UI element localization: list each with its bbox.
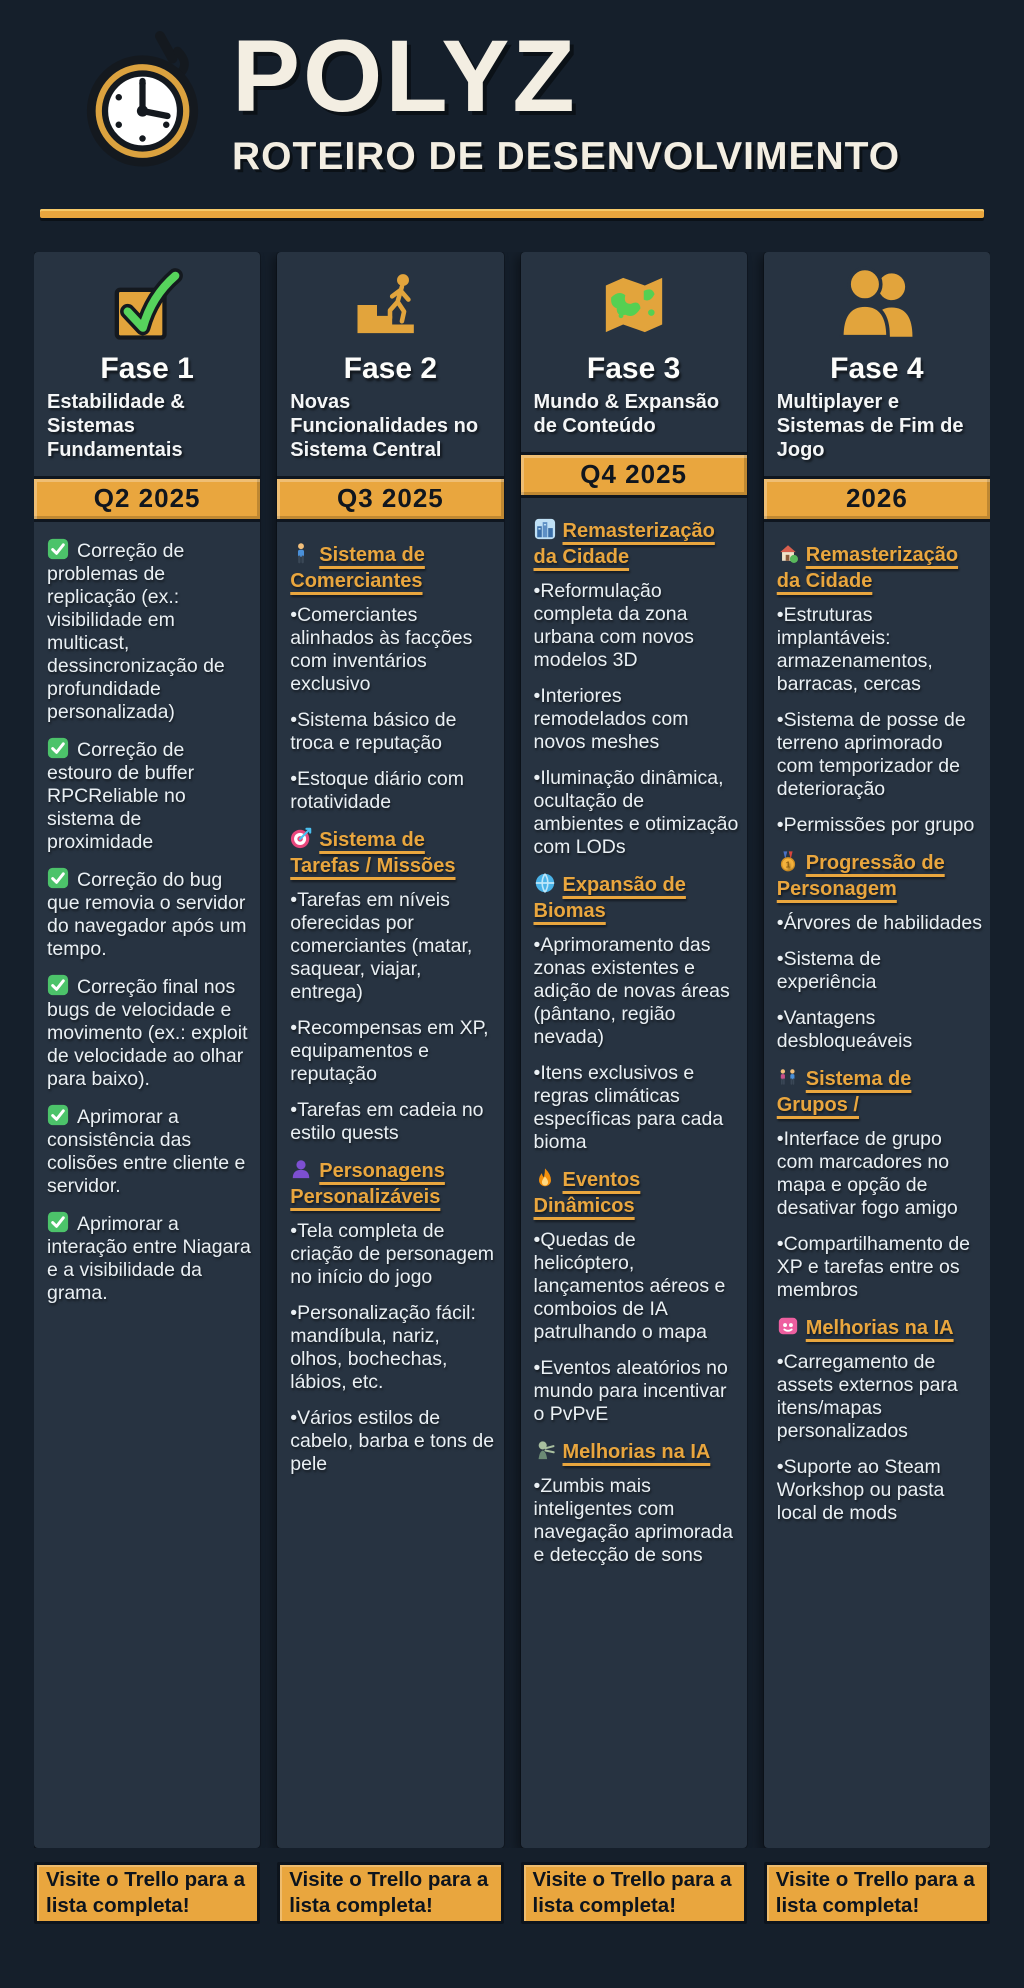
phase-body — [764, 522, 990, 1848]
bullet-dot: • — [776, 911, 784, 934]
list-item — [47, 867, 252, 961]
list-item — [534, 580, 739, 672]
page-title: POLYZ — [232, 19, 578, 133]
ai-icon — [777, 1315, 799, 1337]
phase-title: Fase 4 — [830, 351, 924, 385]
list-item — [534, 1475, 739, 1567]
bullet-dot: • — [533, 1228, 541, 1251]
date-badge: Q2 2025 — [34, 476, 260, 522]
phase-card — [34, 252, 260, 1848]
trello-badges-row — [34, 1862, 990, 1924]
phase-title: Fase 2 — [343, 351, 438, 385]
item-text: Árvores de habilidades — [783, 911, 982, 934]
bullet-dot: • — [533, 1356, 541, 1379]
list-item — [47, 1211, 252, 1305]
date-badge: 2026 — [764, 476, 990, 522]
phase-title: Fase 1 — [100, 351, 194, 385]
medal-icon — [777, 850, 799, 872]
bullet-dot: • — [290, 767, 298, 790]
trello-badge[interactable]: Visite o Trello para a lista completa! — [764, 1862, 990, 1924]
bullet-dot: • — [290, 1219, 298, 1242]
list-item — [290, 1302, 495, 1394]
item-text: Correção final nos bugs de velocidade e movimento (ex.: exploit de velocidade ao olhar para baixo). — [47, 975, 248, 1090]
list-item — [290, 709, 495, 755]
section-title: Remasterização da Cidade — [533, 519, 715, 568]
section-heading — [534, 1439, 739, 1465]
bullet-dot: • — [290, 1301, 298, 1324]
bullet-dot: • — [776, 708, 784, 731]
trello-badge[interactable]: Visite o Trello para a lista completa! — [521, 1862, 747, 1924]
phase-body — [277, 522, 503, 1848]
section-heading — [534, 1167, 739, 1219]
item-text: Quedas de helicóptero, lançamentos aéreos e comboios de IA patrulhando o mapa — [533, 1228, 726, 1343]
svg-text:1: 1 — [785, 859, 791, 870]
phase-title: Fase 3 — [586, 351, 681, 385]
phase-subtitle: Estabilidade & Sistemas Fundamentais — [47, 390, 185, 461]
roadmap-columns — [34, 252, 990, 1848]
phase-subtitle: Mundo & Expansão de Conteúdo — [533, 390, 720, 437]
list-item — [534, 1357, 739, 1426]
list-item — [777, 1233, 982, 1302]
item-text: Compartilhamento de XP e tarefas entre os membros — [776, 1232, 971, 1301]
zombie-icon — [534, 1439, 556, 1461]
item-text: Permissões por grupo — [783, 813, 975, 836]
item-text: Itens exclusivos e regras climáticas específicas para cada bioma — [533, 1061, 724, 1153]
section-heading — [290, 542, 495, 594]
check-icon — [47, 737, 69, 759]
item-text: Aprimoramento das zonas existentes e adição de novas áreas (pântano, região nevada) — [533, 933, 730, 1048]
bullet-dot: • — [776, 1350, 784, 1373]
page-header — [0, 0, 1024, 179]
list-item — [777, 1351, 982, 1443]
section-title: Melhorias na IA — [805, 1316, 954, 1339]
item-text: Estruturas implantáveis: armazenamentos, barracas, cercas — [776, 603, 933, 695]
two-person-icon — [777, 1066, 799, 1088]
person-icon — [290, 542, 312, 564]
section-title: Melhorias na IA — [562, 1440, 711, 1463]
section-heading — [290, 827, 495, 879]
list-item — [777, 814, 982, 837]
fire-icon — [534, 1167, 556, 1189]
item-text: Suporte ao Steam Workshop ou pasta local de mods — [776, 1455, 945, 1524]
bullet-dot: • — [776, 603, 784, 626]
list-item — [290, 1017, 495, 1086]
stairs-person-icon — [277, 264, 503, 346]
item-text: Interiores remodelados com novos meshes — [533, 684, 689, 753]
item-text: Correção do bug que removia o servidor do navegador após um tempo. — [47, 868, 247, 960]
bullet-dot: • — [290, 888, 298, 911]
bullet-dot: • — [776, 1127, 784, 1150]
list-item — [47, 974, 252, 1091]
list-item — [534, 934, 739, 1049]
list-item — [777, 1456, 982, 1525]
trello-badge[interactable]: Visite o Trello para a lista completa! — [34, 1862, 260, 1924]
list-item — [47, 538, 252, 724]
phase-card-header — [277, 252, 503, 476]
list-item — [534, 685, 739, 754]
globe-icon — [534, 872, 556, 894]
list-item — [290, 1407, 495, 1476]
list-item — [534, 1062, 739, 1154]
phase-subtitle: Novas Funcionalidades no Sistema Central — [290, 390, 479, 461]
item-text: Eventos aleatórios no mundo para incentivar o PvPvE — [533, 1356, 728, 1425]
item-text: Carregamento de assets externos para itens/mapas personalizados — [776, 1350, 958, 1442]
item-text: Aprimorar a interação entre Niagara e a visibilidade da grama. — [47, 1212, 251, 1304]
group-icon — [764, 264, 990, 346]
list-item — [47, 737, 252, 854]
checkbox-check-icon — [34, 264, 260, 346]
item-text: Vários estilos de cabelo, barba e tons de pele — [290, 1406, 495, 1475]
item-text: Zumbis mais inteligentes com navegação aprimorada e detecção de sons — [533, 1474, 733, 1566]
phase-card-header — [521, 252, 747, 452]
list-item — [777, 912, 982, 935]
section-title: Sistema de Tarefas / Missões — [290, 828, 456, 877]
check-icon — [47, 1211, 69, 1233]
phase-card-header — [764, 252, 990, 476]
bullet-dot: • — [533, 933, 541, 956]
check-icon — [47, 1104, 69, 1126]
page-subtitle: ROTEIRO DE DESENVOLVIMENTO — [232, 134, 901, 178]
bullet-dot: • — [776, 813, 784, 836]
bullet-dot: • — [290, 1406, 298, 1429]
bullet-dot: • — [290, 1098, 298, 1121]
bullet-dot: • — [776, 1232, 784, 1255]
item-text: Recompensas em XP, equipamentos e reputação — [290, 1016, 489, 1085]
section-title: Sistema de Grupos / — [776, 1067, 912, 1116]
item-text: Sistema de posse de terreno aprimorado com temporizador de deterioração — [776, 708, 966, 800]
section-heading — [534, 518, 739, 570]
city-icon — [534, 518, 556, 540]
section-heading — [534, 872, 739, 924]
bullet-dot: • — [533, 579, 541, 602]
phase-body — [34, 522, 260, 1848]
map-icon — [521, 264, 747, 346]
list-item — [290, 1099, 495, 1145]
item-text: Personalização fácil: mandíbula, nariz, olhos, bochechas, lábios, etc. — [290, 1301, 476, 1393]
list-item — [777, 1007, 982, 1053]
phase-card-header — [34, 252, 260, 476]
bullet-dot: • — [533, 1061, 541, 1084]
bust-icon — [290, 1158, 312, 1180]
item-text: Sistema de experiência — [776, 947, 882, 993]
bullet-dot: • — [290, 603, 298, 626]
phase-subtitle: Multiplayer e Sistemas de Fim de Jogo — [776, 390, 964, 461]
house-icon — [777, 542, 799, 564]
bullet-dot: • — [290, 708, 298, 731]
bullet-dot: • — [533, 684, 541, 707]
target-icon — [290, 827, 312, 849]
list-item — [534, 1229, 739, 1344]
bullet-dot: • — [290, 1016, 298, 1039]
item-text: Tela completa de criação de personagem no início do jogo — [290, 1219, 495, 1288]
check-icon — [47, 974, 69, 996]
item-text: Aprimorar a consistência das colisões entre cliente e servidor. — [47, 1105, 246, 1197]
item-text: Reformulação completa da zona urbana com novos modelos 3D — [533, 579, 694, 671]
phase-card — [521, 252, 747, 1848]
bullet-dot: • — [533, 766, 541, 789]
item-text: Iluminação dinâmica, ocultação de ambientes e otimização com LODs — [533, 766, 739, 858]
phase-body — [521, 498, 747, 1848]
list-item — [777, 948, 982, 994]
stopwatch-icon — [84, 31, 206, 176]
list-item — [290, 889, 495, 1004]
list-item — [290, 604, 495, 696]
check-icon — [47, 867, 69, 889]
list-item — [290, 1220, 495, 1289]
list-item — [290, 768, 495, 814]
phase-card — [764, 252, 990, 1848]
item-text: Comerciantes alinhados às facções com inventários exclusivo — [290, 603, 473, 695]
section-title: Sistema de Comerciantes — [290, 543, 425, 592]
section-heading — [290, 1158, 495, 1210]
list-item — [777, 709, 982, 801]
item-text: Vantagens desbloqueáveis — [776, 1006, 913, 1052]
item-text: Interface de grupo com marcadores no mapa e opção de desativar fogo amigo — [776, 1127, 958, 1219]
section-heading — [777, 1315, 982, 1341]
trello-badge[interactable]: Visite o Trello para a lista completa! — [277, 1862, 503, 1924]
section-title: Remasterização da Cidade — [776, 543, 959, 592]
item-text: Correção de problemas de replicação (ex.: visibilidade em multicast, dessincronização de profundidade personalizada) — [47, 539, 225, 723]
list-item — [777, 1128, 982, 1220]
list-item — [777, 604, 982, 696]
list-item — [534, 767, 739, 859]
section-title: Progressão de Personagem — [776, 851, 945, 900]
section-heading — [777, 542, 982, 594]
date-badge: Q3 2025 — [277, 476, 503, 522]
item-text: Tarefas em níveis oferecidas por comerciantes (matar, saquear, viajar, entrega) — [290, 888, 473, 1003]
bullet-dot: • — [776, 1006, 784, 1029]
bullet-dot: • — [533, 1474, 541, 1497]
section-title: Expansão de Biomas — [533, 873, 686, 922]
item-text: Estoque diário com rotatividade — [290, 767, 464, 813]
section-heading — [777, 1066, 982, 1118]
section-heading — [777, 850, 982, 902]
check-icon — [47, 538, 69, 560]
item-text: Tarefas em cadeia no estilo quests — [290, 1098, 484, 1144]
phase-card — [277, 252, 503, 1848]
gold-divider — [40, 209, 984, 218]
section-title: Personagens Personalizáveis — [290, 1159, 445, 1208]
list-item — [47, 1104, 252, 1198]
section-title: Eventos Dinâmicos — [533, 1168, 641, 1217]
item-text: Correção de estouro de buffer RPCReliable no sistema de proximidade — [47, 738, 195, 853]
item-text: Sistema básico de troca e reputação — [290, 708, 457, 754]
bullet-dot: • — [776, 1455, 784, 1478]
date-badge: Q4 2025 — [521, 452, 747, 498]
bullet-dot: • — [776, 947, 784, 970]
